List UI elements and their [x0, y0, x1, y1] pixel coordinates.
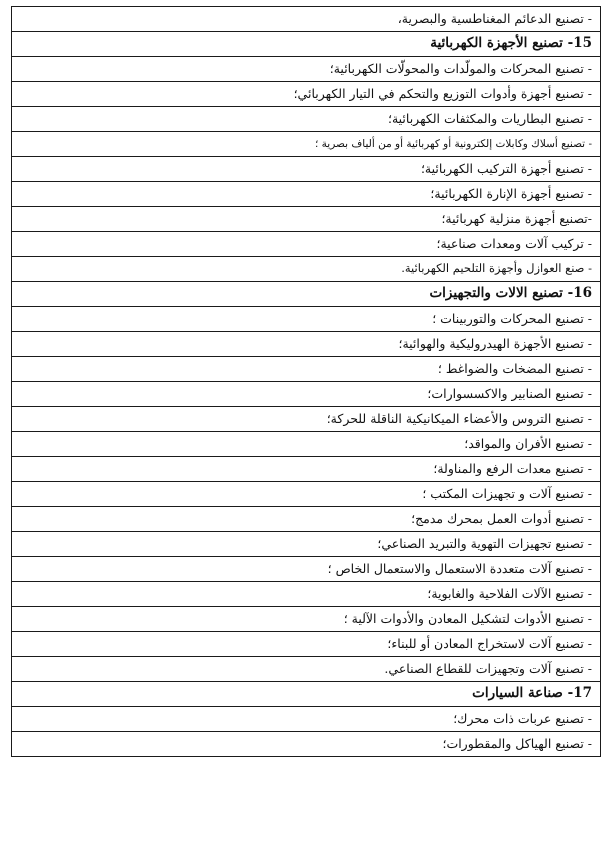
activity-item-text: - تصنيع عربات ذات محرك؛: [12, 707, 601, 732]
activity-item-text: - تصنيع معدات الرفع والمناولة؛: [12, 457, 601, 482]
table-row: [12, 632, 601, 657]
table-row: [12, 157, 601, 182]
activity-item-text: - تصنيع الأدوات لتشكيل المعادن والأدوات الآلية ؛: [12, 607, 601, 632]
table-row: [12, 307, 601, 332]
table-row: [12, 257, 601, 282]
table-row: [12, 207, 601, 232]
activity-item-text: - تصنيع أجهزة التركيب الكهربائية؛: [12, 157, 601, 182]
activity-item-text: - تصنيع التروس والأعضاء الميكانيكية الناقلة للحركة؛: [12, 407, 601, 432]
table-row: [12, 132, 601, 157]
activity-item-text: - تصنيع آلات متعددة الاستعمال والاستعمال الخاص ؛: [12, 557, 601, 582]
table-row: [12, 507, 601, 532]
section-heading-text: 17- صناعة السيارات: [12, 682, 601, 707]
table-row: [12, 357, 601, 382]
table-row: [12, 482, 601, 507]
table-row: [12, 7, 601, 32]
table-row: [12, 582, 601, 607]
table-row: [12, 657, 601, 682]
activity-item-text: -تصنيع أجهزة منزلية كهربائية؛: [12, 207, 601, 232]
activity-item-text: - تصنيع أدوات العمل بمحرك مدمج؛: [12, 507, 601, 532]
activity-item-text: - تصنيع أجهزة وأدوات التوزيع والتحكم في التيار الكهربائي؛: [12, 82, 601, 107]
activity-item-text: - تصنيع آلات وتجهيزات للقطاع الصناعي.: [12, 657, 601, 682]
activity-item-text: - تصنيع أسلاك وكابلات إلكترونية أو كهربائية أو من ألياف بصرية ؛: [12, 132, 601, 157]
activities-table: [11, 6, 601, 757]
activity-item-text: - تصنيع المحركات والمولّدات والمحولّات الكهربائية؛: [12, 57, 601, 82]
table-row: [12, 57, 601, 82]
table-row: [12, 432, 601, 457]
activity-item-text: - تصنيع الأفران والمواقد؛: [12, 432, 601, 457]
activity-item-text: - تصنيع الآلات الفلاحية والغابوية؛: [12, 582, 601, 607]
activity-item-text: - تصنيع آلات و تجهيزات المكتب ؛: [12, 482, 601, 507]
table-body: [12, 7, 601, 757]
activity-item-text: - تصنيع أجهزة الإنارة الكهربائية؛: [12, 182, 601, 207]
table-row: [12, 182, 601, 207]
activity-item-text: - تصنيع الدعائم المغناطسية والبصرية،: [12, 7, 601, 32]
activity-item-text: - صنع العوازل وأجهزة التلحيم الكهربائية.: [12, 257, 601, 282]
table-row: [12, 532, 601, 557]
table-row: [12, 107, 601, 132]
section-heading-row: [12, 32, 601, 57]
table-row: [12, 82, 601, 107]
activity-item-text: - تركيب آلات ومعدات صناعية؛: [12, 232, 601, 257]
section-heading-row: [12, 282, 601, 307]
table-row: [12, 382, 601, 407]
activity-item-text: - تصنيع الأجهزة الهيدروليكية والهوائية؛: [12, 332, 601, 357]
table-row: [12, 607, 601, 632]
activity-item-text: - تصنيع الهياكل والمقطورات؛: [12, 732, 601, 757]
table-row: [12, 332, 601, 357]
section-heading-text: 16- تصنيع الالات والتجهيزات: [12, 282, 601, 307]
table-row: [12, 232, 601, 257]
activity-item-text: - تصنيع تجهيزات التهوية والتبريد الصناعي؛: [12, 532, 601, 557]
table-row: [12, 732, 601, 757]
table-row: [12, 557, 601, 582]
section-heading-row: [12, 682, 601, 707]
activity-item-text: - تصنيع البطاريات والمكثفات الكهربائية؛: [12, 107, 601, 132]
section-heading-text: 15- تصنيع الأجهزة الكهربائية: [12, 32, 601, 57]
table-row: [12, 407, 601, 432]
activity-item-text: - تصنيع الصنابير والاكسسوارات؛: [12, 382, 601, 407]
table-row: [12, 707, 601, 732]
activity-item-text: - تصنيع المحركات والتوربينات ؛: [12, 307, 601, 332]
table-row: [12, 457, 601, 482]
activity-item-text: - تصنيع المضخات والضواغط ؛: [12, 357, 601, 382]
activity-item-text: - تصنيع آلات لاستخراج المعادن أو للبناء؛: [12, 632, 601, 657]
